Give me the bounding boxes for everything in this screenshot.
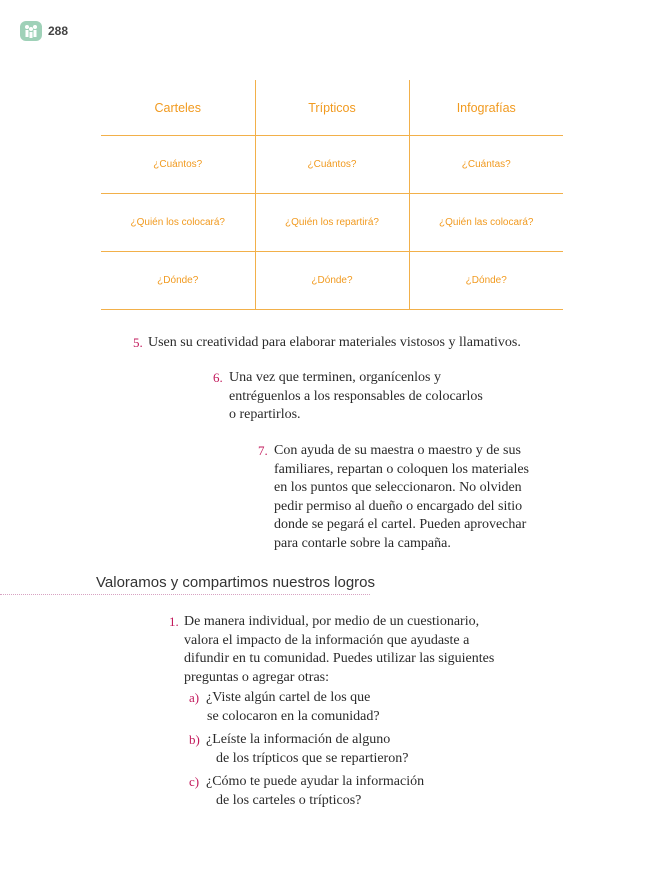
item-text: difundir en tu comunidad. Puedes utilizar las siguientes <box>184 651 495 666</box>
people-group-icon <box>20 21 42 41</box>
table-cell: ¿Cuántas? <box>409 136 563 194</box>
subitem-text: se colocaron en la comunidad? <box>207 708 380 724</box>
subitem-label: c) <box>189 774 200 789</box>
subitem-a <box>189 689 526 726</box>
table-cell: ¿Quién los repartirá? <box>255 194 409 252</box>
table-cell: ¿Dónde? <box>101 252 255 310</box>
page-number: 288 <box>48 24 69 38</box>
item-number: 1. <box>169 614 179 629</box>
step-text: en los puntos que seleccionaron. No olviden <box>274 480 522 495</box>
table-cell: ¿Dónde? <box>255 252 409 310</box>
planning-table <box>101 80 563 310</box>
section-title: Valoramos y compartimos nuestros logros <box>96 574 375 591</box>
step-text: pedir permiso al dueño o encargado del sitio <box>274 498 523 514</box>
subitem-text: de los carteles o trípticos? <box>216 792 362 808</box>
step-text: Una vez que terminen, organícenlos y <box>229 370 442 385</box>
table-row <box>101 136 563 194</box>
header-infografias: Infografías <box>409 80 563 136</box>
step-text: Usen su creatividad para elaborar materiales vistosos y llamativos. <box>148 335 521 350</box>
subitem-text: ¿Cómo te puede ayudar la información <box>206 774 425 789</box>
step-7 <box>258 442 604 553</box>
subitem-text: ¿Leíste la información de alguno <box>206 732 391 747</box>
step-number: 6. <box>213 370 223 385</box>
subitem-label: a) <box>189 690 200 705</box>
table-cell: ¿Dónde? <box>409 252 563 310</box>
subitem-label: b) <box>189 732 200 747</box>
subitem-text: ¿Viste algún cartel de los que <box>206 690 371 705</box>
step-text: entréguenlos a los responsables de colocarlos <box>229 388 483 404</box>
page-header <box>20 21 68 41</box>
table-row <box>101 252 563 310</box>
step-text: donde se pegará el cartel. Pueden aprovechar <box>274 517 527 532</box>
subitem-text: de los trípticos que se repartieron? <box>216 750 409 766</box>
step-5 <box>133 334 608 353</box>
step-text: o repartirlos. <box>229 407 301 422</box>
header-tripticos: Trípticos <box>255 80 409 136</box>
step-text: Con ayuda de su maestra o maestro y de sus <box>274 443 521 458</box>
item-text: valora el impacto de la información que ayudaste a <box>184 632 470 648</box>
item-text: De manera individual, por medio de un cuestionario, <box>184 614 480 629</box>
step-text: para contarle sobre la campaña. <box>274 535 451 551</box>
table-cell: ¿Cuántos? <box>101 136 255 194</box>
table-cell: ¿Cuántos? <box>255 136 409 194</box>
table-row <box>101 194 563 252</box>
header-carteles: Carteles <box>154 100 202 115</box>
step-number: 7. <box>258 443 268 458</box>
subitem-c <box>189 773 526 810</box>
step-text: familiares, repartan o coloquen los materiales <box>274 461 530 477</box>
table-header-row <box>101 80 563 136</box>
subitem-b <box>189 731 526 768</box>
step-number: 5. <box>133 335 143 350</box>
item-text: preguntas o agregar otras: <box>184 669 329 685</box>
step-6 <box>213 369 549 425</box>
table-cell: ¿Quién las colocará? <box>409 194 563 252</box>
table-cell: ¿Quién los colocará? <box>101 194 255 252</box>
section-divider <box>0 594 370 595</box>
question-item-1 <box>169 613 564 687</box>
